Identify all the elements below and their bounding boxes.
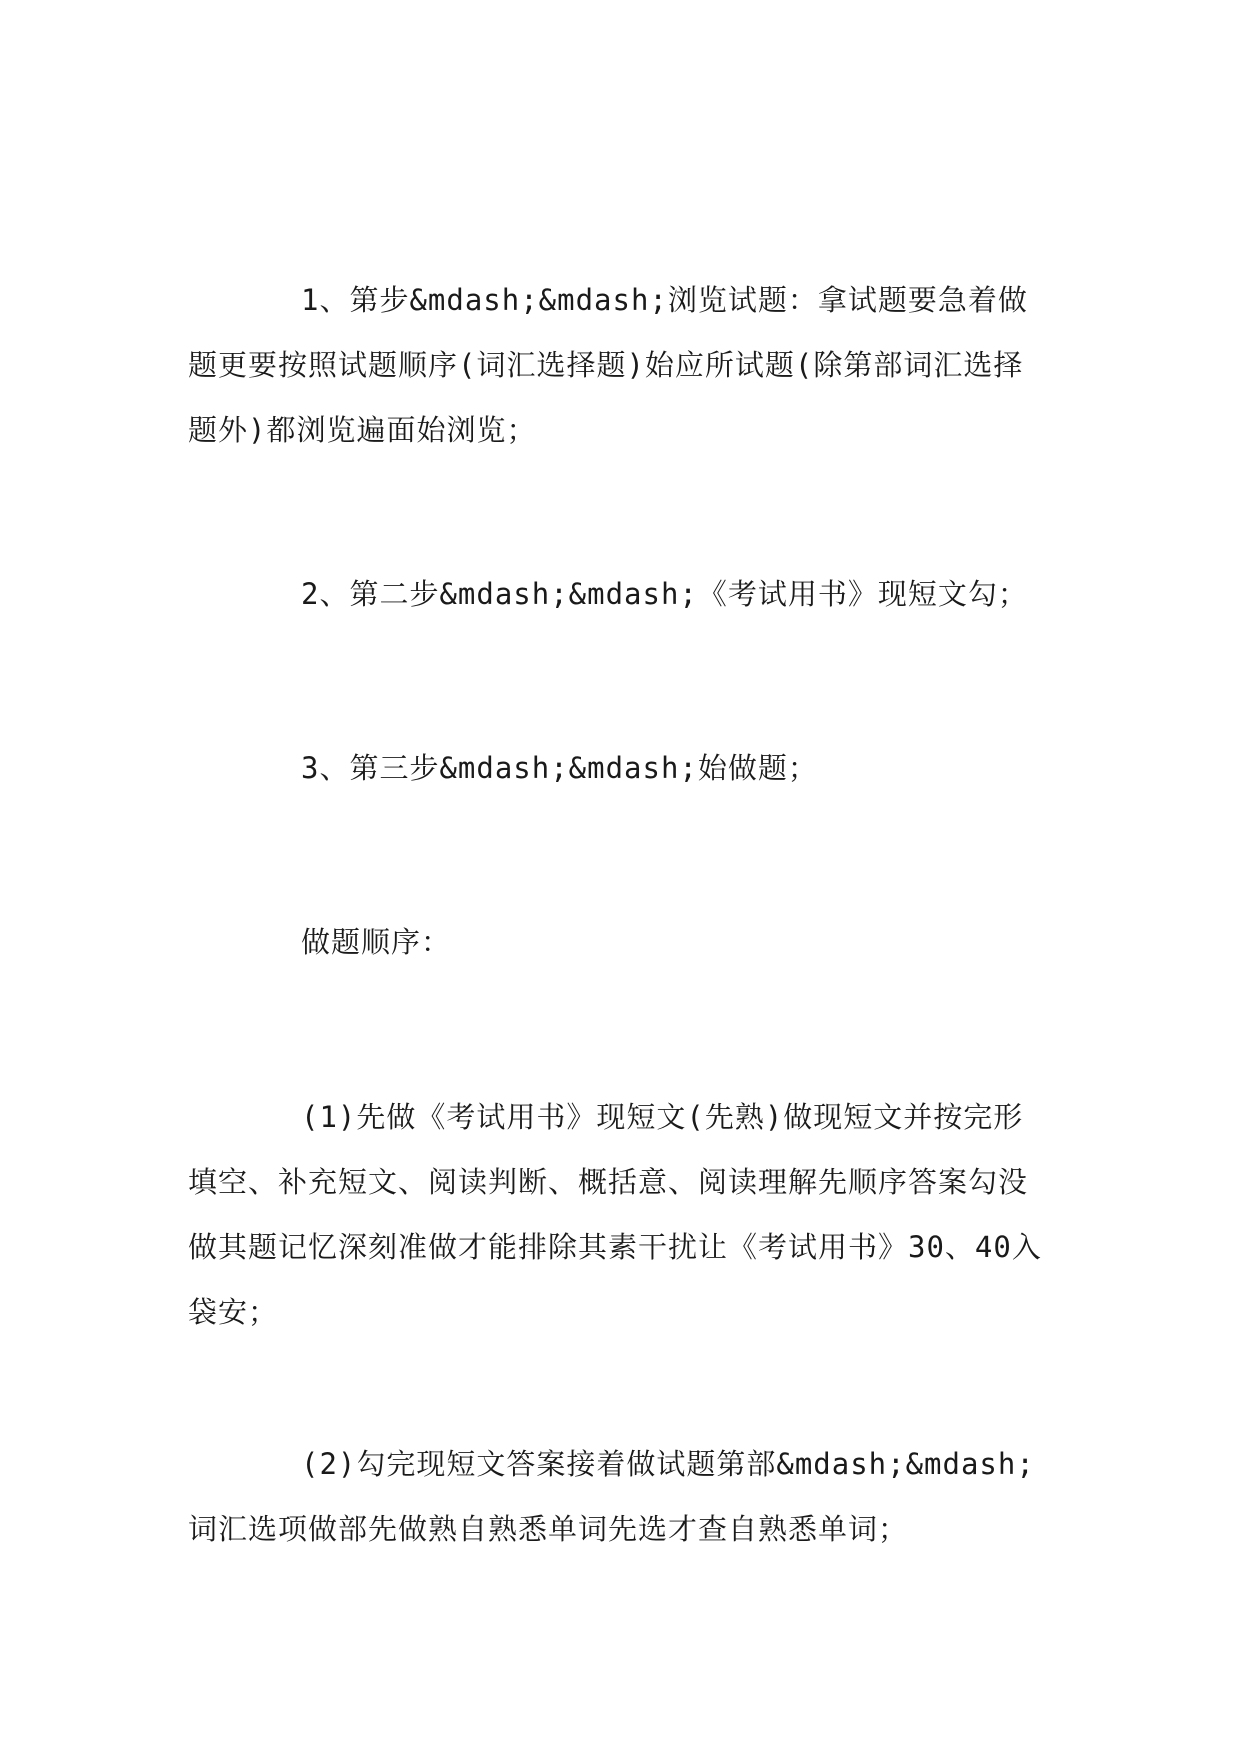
paragraph-step-2: 2、第二步&mdash;&mdash;《考试用书》现短文勾；: [301, 577, 1028, 611]
paragraph-order-heading: 做题顺序：: [301, 925, 452, 959]
paragraph-order-1: (1)先做《考试用书》现短文(先熟)做现短文并按完形填空、补充短文、阅读判断、概括意、阅读理解先顺序答案勾没做其题记忆深刻准做才能排除其素干扰让《考试用书》30、40入袋安；: [188, 1100, 1042, 1329]
paragraph-step-1: 1、第步&mdash;&mdash;浏览试题：拿试题要急着做题更要按照试题顺序(词汇选择题)始应所试题(除第部词汇选择题外)都浏览遍面始浏览；: [188, 283, 1028, 447]
paragraph-step-3: 3、第三步&mdash;&mdash;始做题；: [301, 751, 818, 785]
paragraph-order-2: (2)勾完现短文答案接着做试题第部&mdash;&mdash;词汇选项做部先做熟自熟悉单词先选才查自熟悉单词；: [188, 1447, 1035, 1546]
